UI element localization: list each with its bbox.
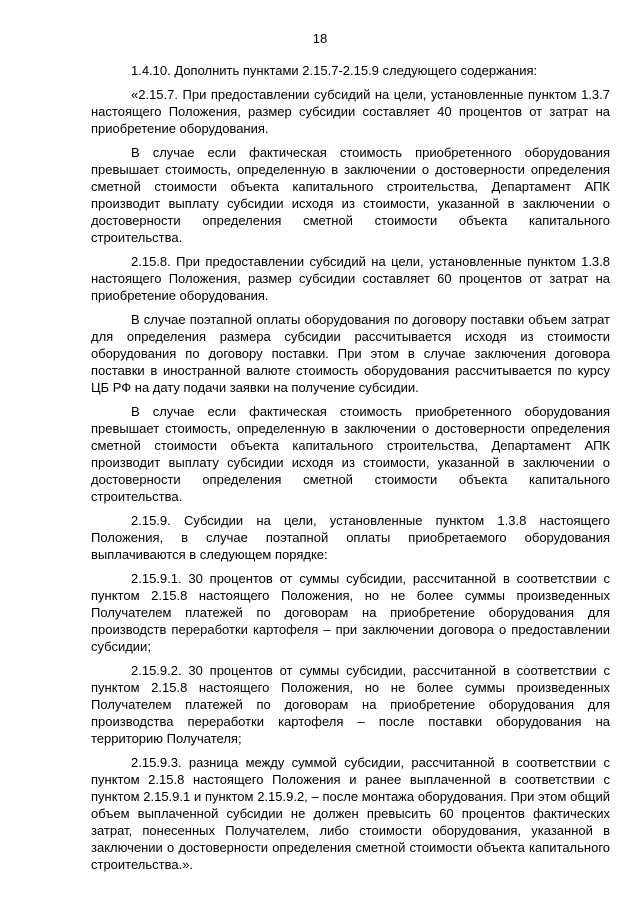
paragraph-2-15-8-cost-exceeds: В случае если фактическая стоимость приобретенного оборудования превышает стоимость, определенную в заключении о достоверности определения сметной стоимости объекта капитального строительства, Департамент АПК производит выплату субсидии исходя из стоимости, указанной в заключении о достоверности определения сметной стоимости объекта капитального строительства. bbox=[91, 404, 610, 504]
paragraph-2-15-8-staged-payment: В случае поэтапной оплаты оборудования по договору поставки объем затрат для определения размера субсидии рассчитывается исходя из стоимости оборудования по договору поставки. При этом в случае заключения договора поставки в иностранной валюте стоимость оборудования рассчитывается по курсу ЦБ РФ на дату подачи заявки на получение субсидии. bbox=[91, 312, 610, 395]
paragraph-intro: 1.4.10. Дополнить пунктами 2.15.7-2.15.9 следующего содержания: bbox=[131, 63, 538, 78]
paragraph-2-15-8: 2.15.8. При предоставлении субсидий на цели, установленные пунктом 1.3.8 настоящего Положения, размер субсидии составляет 60 процентов от затрат на приобретение оборудования. bbox=[91, 254, 610, 303]
paragraph-2-15-7-cost-exceeds: В случае если фактическая стоимость приобретенного оборудования превышает стоимость, определенную в заключении о достоверности определения сметной стоимости объекта капитального строительства, Департамент АПК производит выплату субсидии исходя из стоимости, указанной в заключении о достоверности определения сметной стоимости объекта капитального строительства. bbox=[91, 145, 610, 245]
page-number: 18 bbox=[312, 31, 328, 46]
paragraph-2-15-9-2: 2.15.9.2. 30 процентов от суммы субсидии, рассчитанной в соответствии с пунктом 2.15.8 настоящего Положения, но не более суммы произведенных Получателем платежей по договорам на приобретение оборудования для производства переработки картофеля – после поставки оборудования на территорию Получателя; bbox=[91, 663, 610, 746]
paragraph-2-15-9: 2.15.9. Субсидии на цели, установленные пунктом 1.3.8 настоящего Положения, в случае поэтапной оплаты приобретаемого оборудования выплачиваются в следующем порядке: bbox=[91, 513, 610, 562]
paragraph-2-15-7: «2.15.7. При предоставлении субсидий на цели, установленные пунктом 1.3.7 настоящего Положения, размер субсидии составляет 40 процентов от затрат на приобретение оборудования. bbox=[91, 87, 610, 136]
document-body bbox=[91, 62, 610, 880]
paragraph-2-15-9-3: 2.15.9.3. разница между суммой субсидии, рассчитанной в соответствии с пунктом 2.15.8 настоящего Положения и ранее выплаченной в соответствии с пунктом 2.15.9.1 и пунктом 2.15.9.2, – после монтажа оборудования. При этом общий объем выплаченной субсидии не должен превысить 60 процентов фактических затрат, понесенных Получателем, либо стоимости оборудования, указанной в заключении о достоверности определения сметной стоимости объекта капитального строительства.». bbox=[91, 755, 610, 872]
paragraph-2-15-9-1: 2.15.9.1. 30 процентов от суммы субсидии, рассчитанной в соответствии с пунктом 2.15.8 настоящего Положения, но не более суммы произведенных Получателем платежей по договорам на приобретение оборудования для производств переработки картофеля – при заключении договора о предоставлении субсидии; bbox=[91, 571, 610, 654]
